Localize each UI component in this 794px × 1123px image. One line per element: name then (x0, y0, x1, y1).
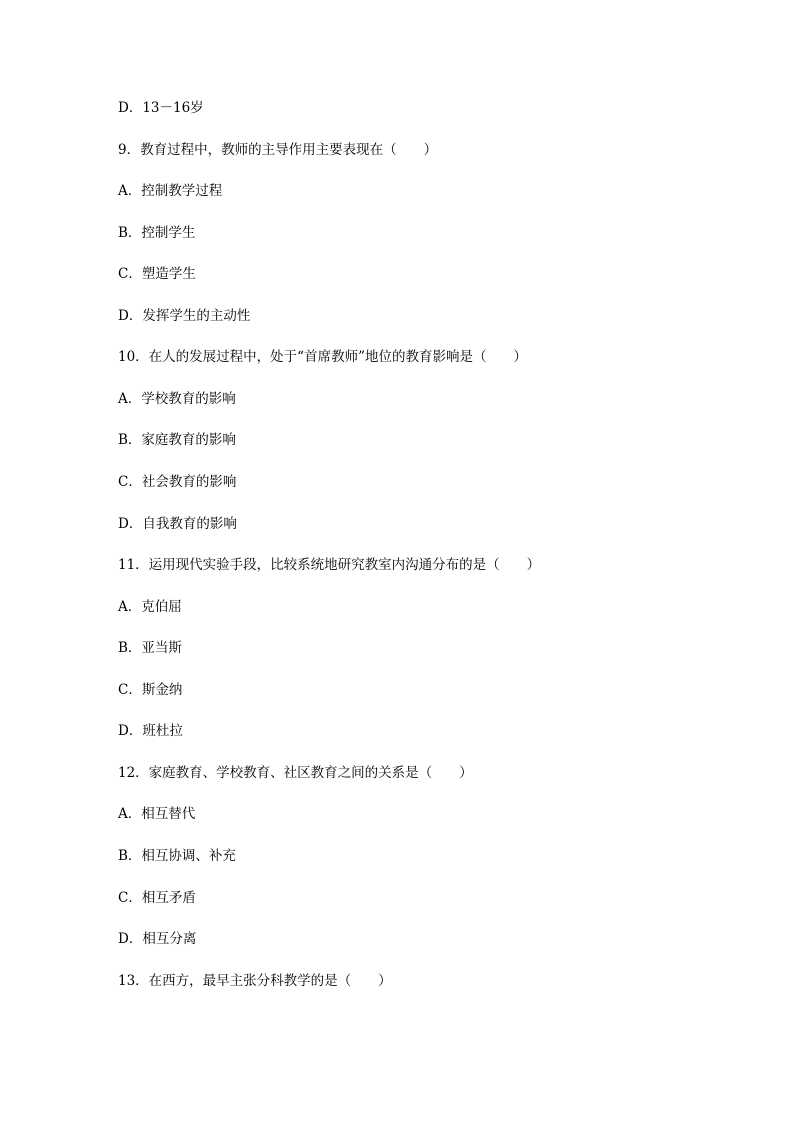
option-q10-d: D．自我教育的影响 (118, 516, 237, 532)
question-12: 12．家庭教育、学校教育、社区教育之间的关系是（ ） (118, 765, 473, 781)
question-10: 10．在人的发展过程中，处于“首席教师”地位的教育影响是（ ） (118, 349, 527, 365)
option-q11-c: C．斯金纳 (118, 682, 183, 698)
option-q9-d: D．发挥学生的主动性 (118, 308, 251, 324)
question-9: 9．教育过程中，教师的主导作用主要表现在（ ） (118, 142, 438, 158)
option-q12-d: D．相互分离 (118, 931, 197, 947)
question-11: 11．运用现代实验手段，比较系统地研究教室内沟通分布的是（ ） (118, 557, 541, 573)
option-q9-a: A．控制教学过程 (118, 183, 223, 199)
option-q11-b: B．亚当斯 (118, 640, 182, 656)
option-q11-d: D．班杜拉 (118, 723, 183, 739)
option-q12-b: B．相互协调、补充 (118, 848, 236, 864)
option-q10-c: C．社会教育的影响 (118, 474, 237, 490)
option-q10-a: A．学校教育的影响 (118, 391, 236, 407)
option-q9-c: C．塑造学生 (118, 266, 196, 282)
option-q10-b: B．家庭教育的影响 (118, 432, 236, 448)
option-q11-a: A．克伯屈 (118, 599, 182, 615)
option-q12-c: C．相互矛盾 (118, 890, 196, 906)
option-q12-a: A．相互替代 (118, 806, 196, 822)
option-q8-d: D．13－16岁 (118, 100, 204, 116)
option-q9-b: B．控制学生 (118, 225, 196, 241)
question-13: 13．在西方，最早主张分科教学的是（ ） (118, 973, 392, 989)
